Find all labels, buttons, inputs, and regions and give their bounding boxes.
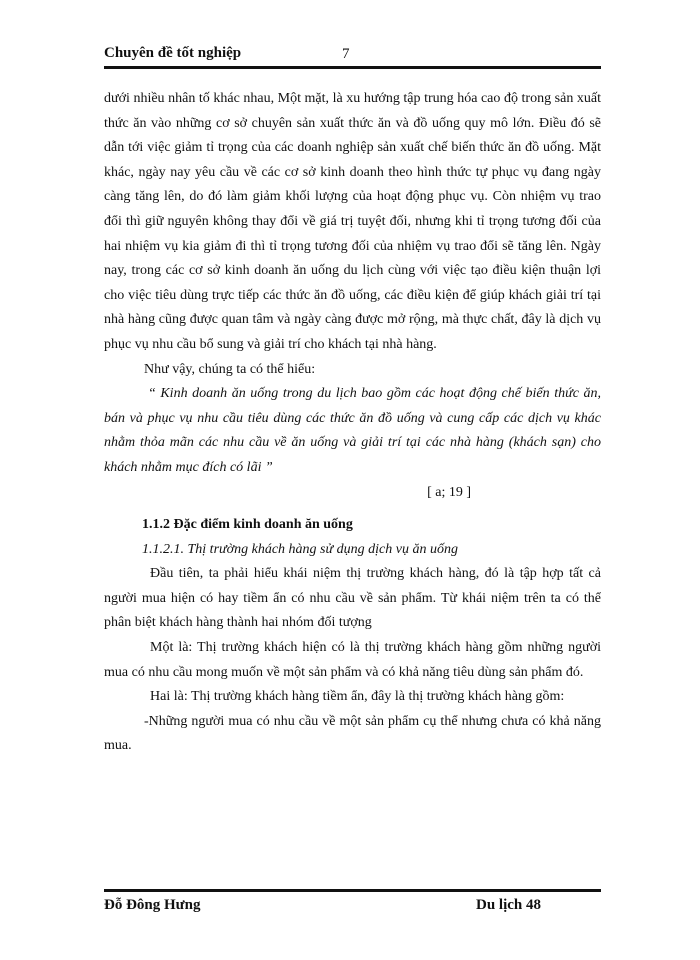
list-item-buyers: -Những người mua có nhu cầu về một sản phẩm cụ thể nhưng chưa có khả năng mua. (104, 713, 601, 754)
paragraph-existing-market: Một là: Thị trường khách hiện có là thị trường khách hàng gồm những người mua có nhu cầu mong muốn về một sản phẩm và có khả năng tiêu dùng sản phẩm đó. (104, 640, 601, 680)
definition-quote: “ Kinh doanh ăn uống trong du lịch bao gồm các hoạt động chế biến thức ăn, bán và phục vụ nhu cầu tiêu dùng các thức ăn đồ uống và cung cấp các dịch vụ khác nhằm thỏa mãn các nhu cầu về ăn uống và giải trí tại các nhà hàng (khách sạn) cho khách nhằm mục đích có lãi ” (104, 386, 601, 475)
paragraph-potential-market: Hai là: Thị trường khách hàng tiềm ẩn, đây là thị trường khách hàng gồm: (150, 689, 565, 705)
section-heading: 1.1.2 Đặc điểm kinh doanh ăn uống (142, 517, 353, 533)
subsection-heading: 1.1.2.1. Thị trường khách hàng sử dụng dịch vụ ăn uống (142, 541, 458, 557)
paragraph-lead-in: Như vậy, chúng ta có thể hiểu: (144, 361, 316, 377)
header-rule (104, 66, 601, 69)
footer-class: Du lịch 48 (476, 897, 542, 913)
page-number: 7 (342, 46, 350, 62)
paragraph-market-definition: Đầu tiên, ta phải hiểu khái niệm thị trường khách hàng, đó là tập hợp tất cả người mua hiện có hay tiềm ẩn có nhu cầu về sản phẩm. Từ khái niệm trên ta có thể phân biệt khách hàng thành hai nhóm đối tượng (104, 566, 601, 631)
paragraph-intro: dưới nhiều nhân tố khác nhau, Một mặt, là xu hướng tập trung hóa cao độ trong sản xuất thức ăn vào những cơ sở chuyên sản xuất thức ăn và đồ uống quy mô lớn. Điều đó sẽ dẫn tới việc giảm tỉ trọng của các doanh nghiệp sản xuất chế biến thức ăn đồ uống. Mặt khác, ngày nay yêu cầu về các cơ sở kinh doanh theo hình thức tự phục vụ đang ngày càng tăng lên, do đó làm giảm khối lượng của hoạt động phục vụ. Còn nhiệm vụ trao đổi thì giữ nguyên không thay đổi về giá trị tuyệt đối, nhưng khi tỉ trọng tương đối của hai nhiệm vụ kia giảm đi thì tỉ trọng tương đối của nhiệm vụ trao đổi sẽ tăng lên. Ngày nay, trong các cơ sở kinh doanh ăn uống du lịch cùng với việc tạo điều kiện thuận lợi cho việc tiêu dùng trực tiếp các thức ăn đồ uống, các điều kiện để giúp khách giải trí tại nhà hàng cũng được quan tâm và ngày càng được mở rộng, mà thực chất, đây là dịch vụ phục vụ nhu cầu bổ sung và giải trí cho khách tại nhà hàng. (104, 91, 601, 352)
page-body (104, 87, 601, 759)
footer-author: Đỗ Đông Hưng (104, 897, 201, 913)
citation: [ a; 19 ] (427, 484, 471, 500)
footer-rule (104, 889, 601, 892)
header-title: Chuyên đề tốt nghiệp (104, 45, 242, 61)
